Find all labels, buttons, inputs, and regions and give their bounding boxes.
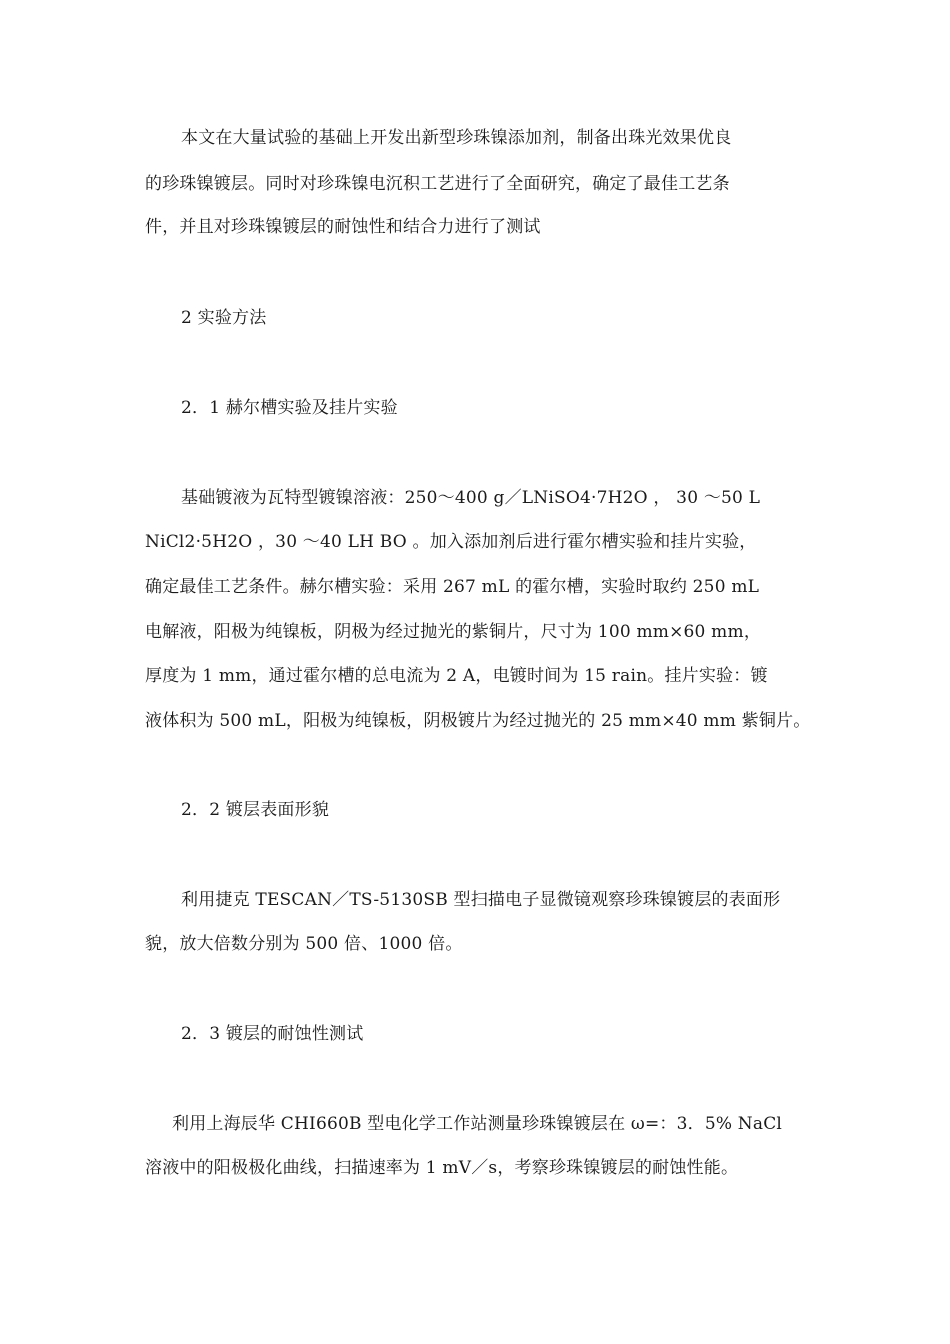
section-2-1-line-3: 确定最佳工艺条件。赫尔槽实验：采用 267 mL 的霍尔槽，实验时取约 250 mL xyxy=(145,577,760,597)
section-2-3-heading: 2．3 镀层的耐蚀性测试 xyxy=(181,1024,364,1044)
section-2-1-heading: 2．1 赫尔槽实验及挂片实验 xyxy=(181,398,398,418)
section-2-2-heading: 2．2 镀层表面形貌 xyxy=(181,800,330,820)
intro-line-3: 件，并且对珍珠镍镀层的耐蚀性和结合力进行了测试 xyxy=(145,217,541,237)
section-2-2-line-1: 利用捷克 TESCAN／TS-5130SB 型扫描电子显微镜观察珍珠镍镀层的表面形 xyxy=(181,890,781,910)
section-2-1-line-5: 厚度为 1 mm，通过霍尔槽的总电流为 2 A，电镀时间为 15 rain。挂片实验：镀 xyxy=(145,666,768,686)
section-2-3-line-2: 溶液中的阳极极化曲线，扫描速率为 1 mV／s，考察珍珠镍镀层的耐蚀性能。 xyxy=(145,1158,739,1178)
section-2-2-line-2: 貌，放大倍数分别为 500 倍、1000 倍。 xyxy=(145,934,463,954)
section-2-1-line-4: 电解液，阳极为纯镍板，阴极为经过抛光的紫铜片，尺寸为 100 mm×60 mm， xyxy=(145,622,762,642)
intro-line-2: 的珍珠镍镀层。同时对珍珠镍电沉积工艺进行了全面研究，确定了最佳工艺条 xyxy=(145,174,730,194)
section-2-1-line-6: 液体积为 500 mL，阳极为纯镍板，阴极镀片为经过抛光的 25 mm×40 mm 紫铜片。 xyxy=(145,711,811,731)
intro-line-1: 本文在大量试验的基础上开发出新型珍珠镍添加剂，制备出珠光效果优良 xyxy=(181,128,732,148)
section-2-3-line-1: 利用上海辰华 CHI660B 型电化学工作站测量珍珠镍镀层在 ω=：3．5% NaCl xyxy=(172,1114,783,1134)
section-2-1-line-2: NiCl2·5H2O ，30 ～40 LH BO 。加入添加剂后进行霍尔槽实验和挂片实验， xyxy=(145,532,757,552)
section-2-1-line-1: 基础镀液为瓦特型镀镍溶液：250～400 g／LNiSO4·7H2O ， 30 ～50 L xyxy=(181,488,761,508)
section-2-heading: 2 实验方法 xyxy=(181,308,267,328)
